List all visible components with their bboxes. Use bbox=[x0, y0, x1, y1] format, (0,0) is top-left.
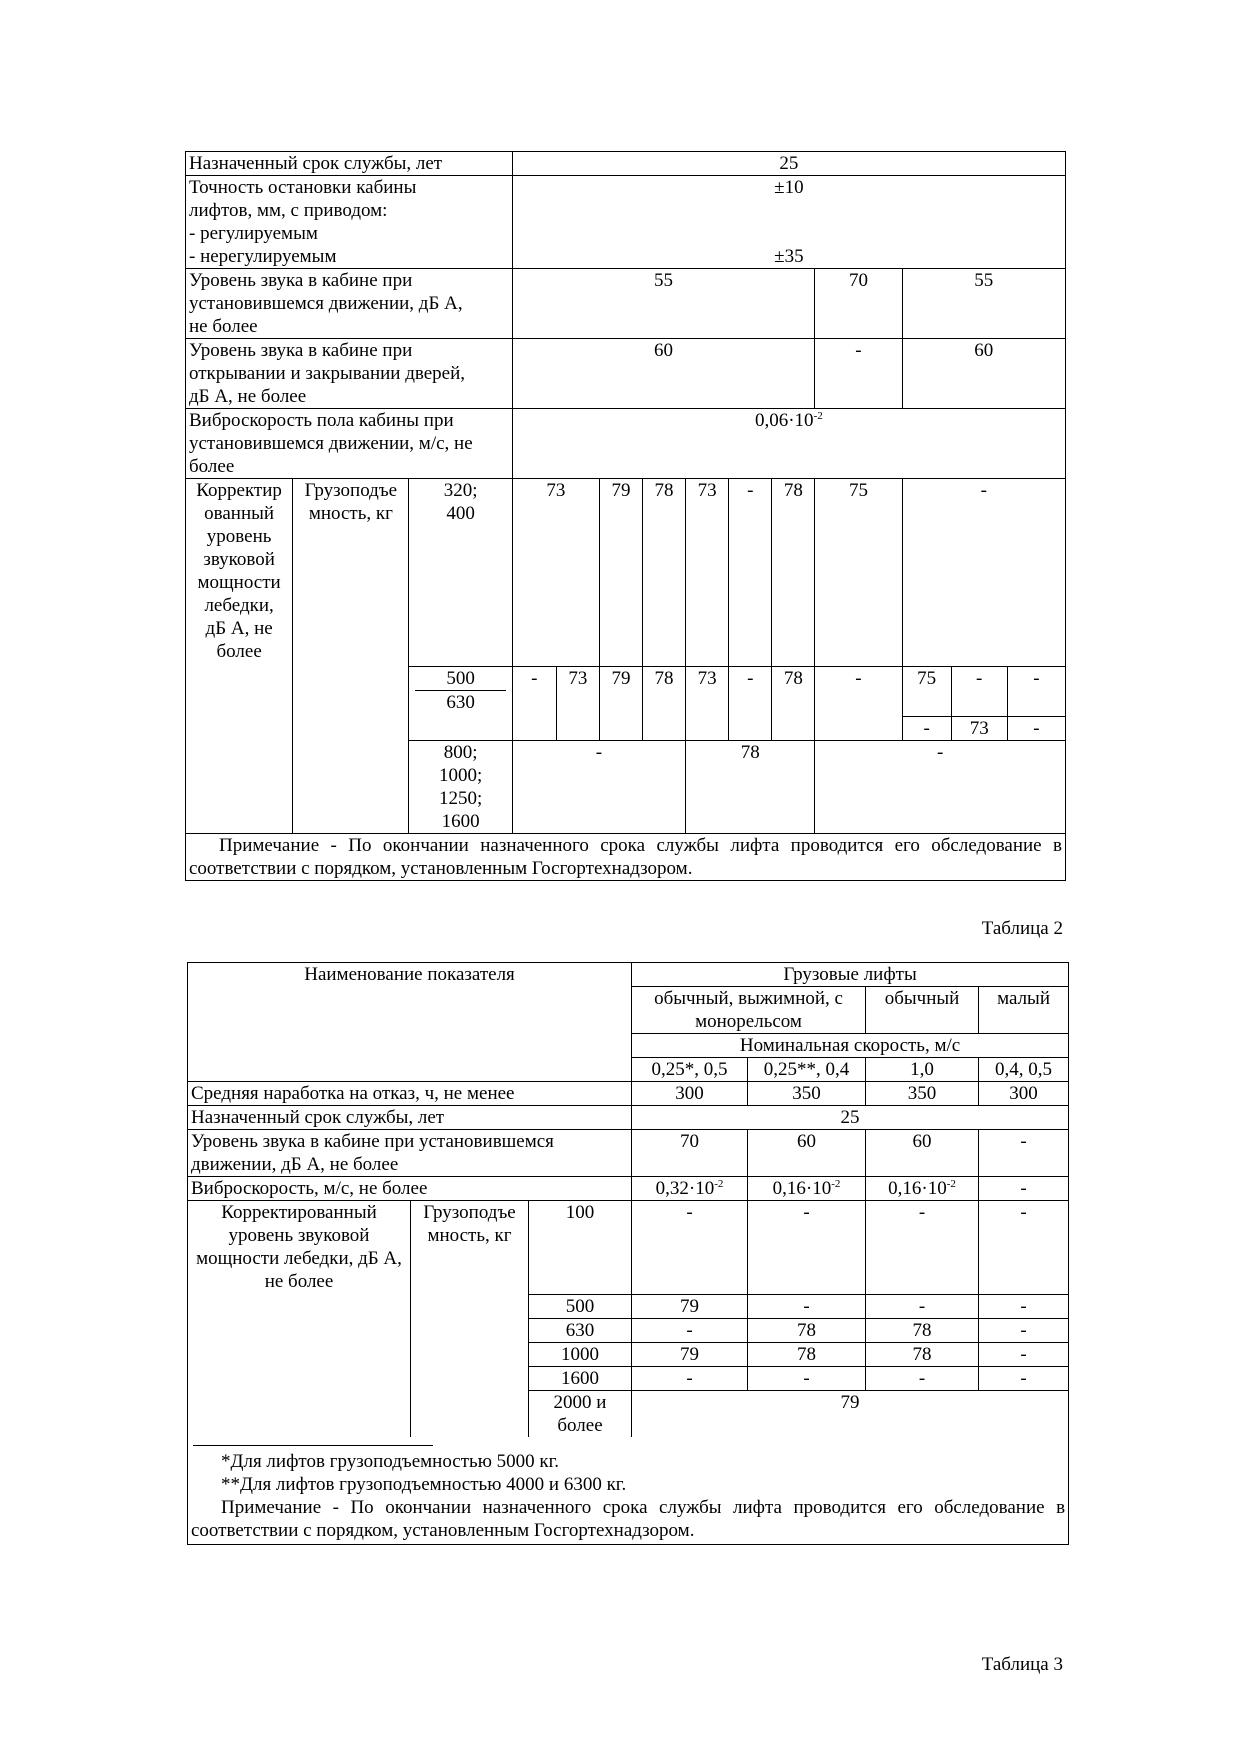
t1-noise-doors-v2: - bbox=[815, 339, 902, 409]
t1-cell: 73 bbox=[556, 667, 599, 741]
t1-cell: 78 bbox=[772, 667, 815, 741]
t1-cell: - bbox=[512, 741, 685, 834]
label-line: - нерегулируемым bbox=[189, 246, 337, 267]
label-line: установившемся движении, дБ А, bbox=[189, 293, 463, 314]
t2-cell bbox=[632, 1177, 748, 1201]
t1-cell: 73 bbox=[686, 667, 729, 741]
cap-630: 630 bbox=[446, 692, 475, 713]
t1-winch-row-320 bbox=[186, 479, 1066, 667]
label-line: звуковой bbox=[203, 549, 275, 570]
t1-noise-doors-v3: 60 bbox=[902, 339, 1065, 409]
t2-cap bbox=[529, 1391, 632, 1438]
t2-speed-label: Номинальная скорость, м/с bbox=[632, 1034, 1069, 1058]
t1-noise-motion-row bbox=[186, 269, 1066, 339]
t2-cell: 79 bbox=[632, 1391, 1069, 1438]
t1-cell: 79 bbox=[599, 479, 642, 667]
table-3-caption: Таблица 3 bbox=[981, 1654, 1063, 1675]
t2-cell: - bbox=[979, 1367, 1069, 1391]
t2-cell: 60 bbox=[866, 1130, 979, 1177]
t2-mtbf-row bbox=[188, 1082, 1069, 1106]
t1-cell: 75 bbox=[902, 667, 951, 717]
t1-cell: - bbox=[815, 741, 1066, 834]
t2-type-1: обычный, выжимной, с монорельсом bbox=[632, 987, 866, 1034]
t2-cell: - bbox=[979, 1177, 1069, 1201]
t1-noise-doors-v1: 60 bbox=[512, 339, 815, 409]
t1-cap-320 bbox=[409, 479, 512, 667]
t1-winch-capacity-label bbox=[293, 479, 409, 834]
cap-line: 320; bbox=[443, 480, 478, 501]
t1-noise-motion-label bbox=[186, 269, 513, 339]
t2-footnotes bbox=[188, 1437, 1069, 1545]
vibration-exponent: -2 bbox=[813, 410, 823, 422]
t2-cell: - bbox=[632, 1367, 748, 1391]
t1-noise-motion-v3: 55 bbox=[902, 269, 1065, 339]
t2-cell: 60 bbox=[748, 1130, 866, 1177]
t1-vibration-label bbox=[186, 409, 513, 479]
t2-cell: - bbox=[979, 1343, 1069, 1367]
label-line: Корректир bbox=[196, 480, 282, 501]
unregulated-value: ±35 bbox=[774, 246, 804, 267]
label-line: лебедки, bbox=[204, 595, 274, 616]
t1-cap-500-630 bbox=[409, 667, 512, 741]
label-line: дБ А, не bbox=[205, 618, 273, 639]
t2-service-life-row bbox=[188, 1106, 1069, 1130]
t2-cell: 300 bbox=[632, 1082, 748, 1106]
t2-cell: - bbox=[748, 1367, 866, 1391]
t2-winch-capacity-label bbox=[411, 1201, 529, 1438]
t1-cell: - bbox=[729, 479, 772, 667]
regulated-value: ±10 bbox=[774, 177, 804, 198]
t2-cell: - bbox=[632, 1201, 748, 1295]
t2-cell: 78 bbox=[866, 1319, 979, 1343]
vibration-exponent: -2 bbox=[946, 1178, 956, 1190]
t2-cap: 1000 bbox=[529, 1343, 632, 1367]
table-2-caption: Таблица 2 bbox=[981, 918, 1063, 939]
t2-cell: - bbox=[979, 1295, 1069, 1319]
label-line: уровень bbox=[206, 526, 272, 547]
footnote-separator bbox=[193, 1445, 433, 1446]
t2-cell: 78 bbox=[866, 1343, 979, 1367]
t2-cell: - bbox=[979, 1201, 1069, 1295]
t2-cell: 350 bbox=[748, 1082, 866, 1106]
t2-cap: 500 bbox=[529, 1295, 632, 1319]
label-line: более bbox=[216, 641, 262, 662]
footnote-1: *Для лифтов грузоподъемностью 5000 кг. bbox=[221, 1451, 560, 1472]
t1-cell: - bbox=[1007, 667, 1065, 717]
t1-cell: - bbox=[951, 667, 1007, 717]
t1-cap-800 bbox=[409, 741, 512, 834]
cap-line: 1250; bbox=[438, 788, 483, 809]
label-line: открывании и закрывании дверей, bbox=[189, 363, 466, 384]
t1-service-life-value: 25 bbox=[512, 152, 1065, 176]
label-line: мощности bbox=[197, 572, 281, 593]
t1-cell: 79 bbox=[599, 667, 642, 741]
label-line: мность, кг bbox=[308, 503, 393, 524]
t2-cell: - bbox=[866, 1295, 979, 1319]
t2-type-2: обычный bbox=[866, 987, 979, 1034]
label-line: более bbox=[189, 456, 235, 477]
label-line: дБ А, не более bbox=[189, 386, 307, 407]
label-line: мность, кг bbox=[427, 1225, 512, 1246]
label-line: ованный bbox=[204, 503, 275, 524]
t2-cell: - bbox=[748, 1201, 866, 1295]
t1-winch-label bbox=[186, 479, 293, 834]
t2-noise-label: Уровень звука в кабине при установившемся движении, дБ А, не более bbox=[188, 1130, 632, 1177]
lift-parameters-table-1 bbox=[185, 151, 1066, 881]
t2-winch-row-100 bbox=[188, 1201, 1069, 1295]
t2-mtbf-label: Средняя наработка на отказ, ч, не менее bbox=[188, 1082, 632, 1106]
t2-noise-row bbox=[188, 1130, 1069, 1177]
vibration-exponent: -2 bbox=[714, 1178, 724, 1190]
cap-line: более bbox=[557, 1415, 603, 1436]
vibration-exponent: -2 bbox=[831, 1178, 841, 1190]
t2-cell: 79 bbox=[632, 1343, 748, 1367]
t2-header-row-1 bbox=[188, 963, 1069, 987]
label-line: установившемся движении, м/с, не bbox=[189, 433, 473, 454]
t1-cell: - bbox=[902, 717, 951, 741]
t1-cell: - bbox=[512, 667, 556, 741]
t1-stop-accuracy-values bbox=[512, 176, 1065, 269]
t2-note: Примечание - По окончании назначенного срока службы лифта проводится его обследование в соответствии с порядком, установленным Госгортехнадзором. bbox=[191, 1497, 1066, 1541]
label-line: Грузоподъе bbox=[423, 1202, 516, 1223]
cap-line: 1600 bbox=[441, 811, 480, 832]
t1-vibration-value bbox=[512, 409, 1065, 479]
t2-cell: 78 bbox=[748, 1343, 866, 1367]
label-line: не более bbox=[189, 316, 258, 337]
t2-service-life-value: 25 bbox=[632, 1106, 1069, 1130]
t2-vibration-row bbox=[188, 1177, 1069, 1201]
t2-vibration-label: Виброскорость, м/с, не более bbox=[188, 1177, 632, 1201]
t1-cell: 78 bbox=[643, 479, 686, 667]
vibration-base: 0,06·10 bbox=[754, 410, 814, 431]
vibration-base: 0,32·10 bbox=[655, 1178, 715, 1199]
cap-line: 400 bbox=[446, 503, 475, 524]
label-line: Уровень звука в кабине при bbox=[189, 270, 413, 291]
t1-cell: 73 bbox=[512, 479, 599, 667]
t1-cell: 78 bbox=[772, 479, 815, 667]
t2-cell bbox=[866, 1177, 979, 1201]
t2-cell: - bbox=[979, 1319, 1069, 1343]
label-line: Грузоподъе bbox=[304, 480, 398, 501]
t1-note-row bbox=[186, 834, 1066, 881]
cap-500: 500 bbox=[446, 668, 475, 689]
t1-cell: 78 bbox=[686, 741, 815, 834]
vibration-base: 0,16·10 bbox=[772, 1178, 832, 1199]
t2-cell: - bbox=[748, 1295, 866, 1319]
label-line: Виброскорость пола кабины при bbox=[189, 410, 454, 431]
t1-service-life-row bbox=[186, 152, 1066, 176]
footnote-2: **Для лифтов грузоподъемностью 4000 и 6300 кг. bbox=[221, 1474, 627, 1495]
t2-indicator-header: Наименование показателя bbox=[188, 963, 632, 1082]
t1-cell: 78 bbox=[643, 667, 686, 741]
t2-service-life-label: Назначенный срок службы, лет bbox=[188, 1106, 632, 1130]
t1-noise-doors-label bbox=[186, 339, 513, 409]
t2-cell: 300 bbox=[979, 1082, 1069, 1106]
t1-noise-doors-row bbox=[186, 339, 1066, 409]
t1-cell: - bbox=[902, 479, 1065, 667]
cap-line: 1000; bbox=[438, 765, 483, 786]
t1-cell: - bbox=[729, 667, 772, 741]
t1-cell: 75 bbox=[815, 479, 902, 667]
t2-cell: - bbox=[979, 1130, 1069, 1177]
t1-cell: - bbox=[1007, 717, 1065, 741]
vibration-base: 0,16·10 bbox=[888, 1178, 947, 1199]
t2-cell: - bbox=[866, 1201, 979, 1295]
t2-cap: 100 bbox=[529, 1201, 632, 1295]
t1-stop-accuracy-label bbox=[186, 176, 513, 269]
t1-stop-accuracy-row bbox=[186, 176, 1066, 269]
t2-speed: 0,4, 0,5 bbox=[979, 1058, 1069, 1082]
t2-cell: - bbox=[866, 1367, 979, 1391]
t2-cap: 630 bbox=[529, 1319, 632, 1343]
freight-lift-parameters-table-2 bbox=[187, 962, 1069, 1545]
t2-group-header: Грузовые лифты bbox=[632, 963, 1069, 987]
label-line: лифтов, мм, с приводом: bbox=[189, 200, 388, 221]
label-line: - регулируемым bbox=[189, 223, 318, 244]
t2-speed: 0,25*, 0,5 bbox=[632, 1058, 748, 1082]
t2-cell: 70 bbox=[632, 1130, 748, 1177]
t2-cell bbox=[748, 1177, 866, 1201]
t2-type-3: малый bbox=[979, 987, 1069, 1034]
t1-noise-motion-v1: 55 bbox=[512, 269, 815, 339]
t1-noise-motion-v2: 70 bbox=[815, 269, 902, 339]
t1-vibration-row bbox=[186, 409, 1066, 479]
cap-line: 800; bbox=[443, 742, 478, 763]
t1-service-life-label: Назначенный срок службы, лет bbox=[186, 152, 513, 176]
t2-cell: - bbox=[632, 1319, 748, 1343]
t2-winch-label: Корректированный уровень звуковой мощности лебедки, дБ А, не более bbox=[188, 1201, 411, 1438]
t2-footnotes-row bbox=[188, 1437, 1069, 1545]
t2-cell: 79 bbox=[632, 1295, 748, 1319]
t2-cell: 78 bbox=[748, 1319, 866, 1343]
t1-note: Примечание - По окончании назначенного срока службы лифта проводится его обследование в соответствии с порядком, установленным Госгортехнадзором. bbox=[186, 834, 1066, 881]
t2-cell: 350 bbox=[866, 1082, 979, 1106]
label-line: Точность остановки кабины bbox=[189, 177, 417, 198]
label-line: Уровень звука в кабине при bbox=[189, 340, 413, 361]
t2-cap: 1600 bbox=[529, 1367, 632, 1391]
t2-speed: 0,25**, 0,4 bbox=[748, 1058, 866, 1082]
t2-speed: 1,0 bbox=[866, 1058, 979, 1082]
t1-cell: 73 bbox=[686, 479, 729, 667]
t1-cell: 73 bbox=[951, 717, 1007, 741]
t1-cell: - bbox=[815, 667, 902, 741]
cap-line: 2000 и bbox=[553, 1392, 607, 1413]
